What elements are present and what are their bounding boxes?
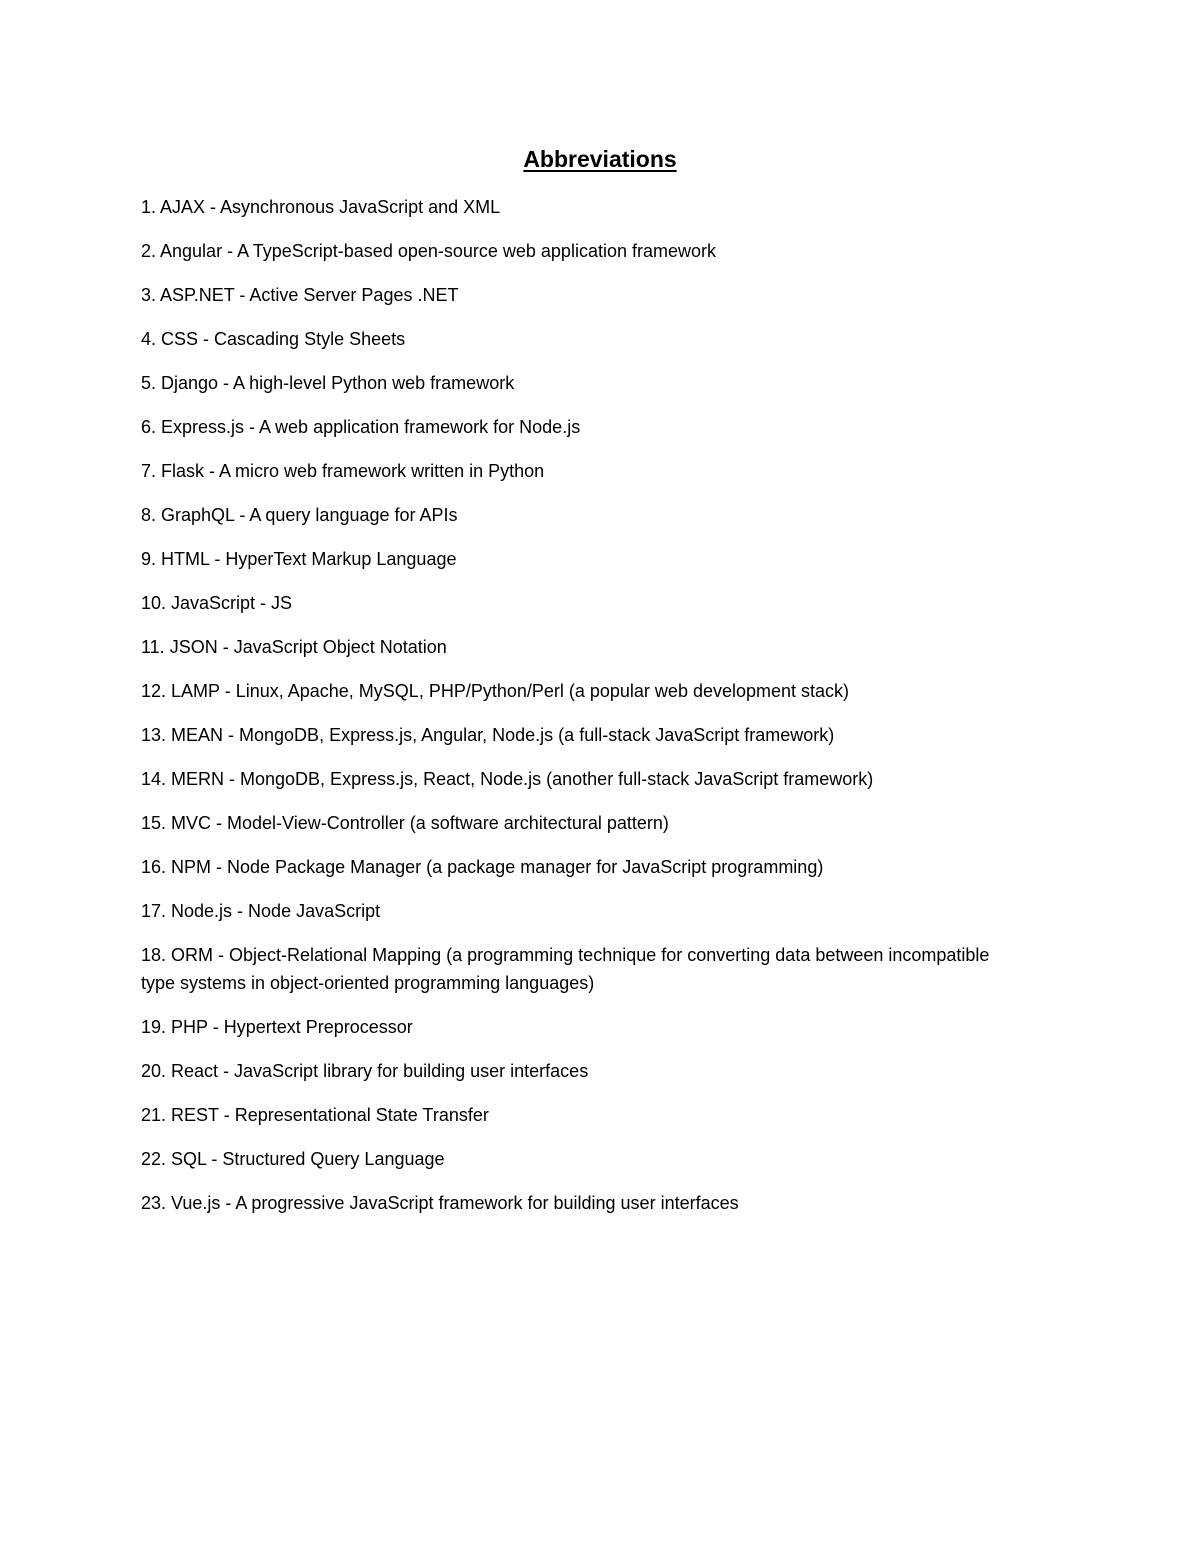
- list-item: 6. Express.js - A web application framework for Node.js: [141, 417, 581, 437]
- page-title: Abbreviations: [523, 146, 677, 172]
- list-item: 20. React - JavaScript library for building user interfaces: [141, 1061, 589, 1081]
- abbreviation-list: [141, 193, 1021, 1233]
- list-item: 13. MEAN - MongoDB, Express.js, Angular, Node.js (a full-stack JavaScript framework): [141, 725, 835, 745]
- list-item: 19. PHP - Hypertext Preprocessor: [141, 1017, 413, 1037]
- list-item: 2. Angular - A TypeScript-based open-source web application framework: [141, 241, 716, 261]
- list-item: 17. Node.js - Node JavaScript: [141, 901, 381, 921]
- list-item: 23. Vue.js - A progressive JavaScript framework for building user interfaces: [141, 1193, 739, 1213]
- list-item: 5. Django - A high-level Python web framework: [141, 373, 515, 393]
- list-item: 18. ORM - Object-Relational Mapping (a programming technique for converting data between incompatible type systems in object-oriented programming languages): [141, 945, 990, 993]
- list-item: 7. Flask - A micro web framework written in Python: [141, 461, 545, 481]
- list-item: 22. SQL - Structured Query Language: [141, 1149, 445, 1169]
- list-item: 12. LAMP - Linux, Apache, MySQL, PHP/Python/Perl (a popular web development stack): [141, 681, 850, 701]
- list-item: 11. JSON - JavaScript Object Notation: [141, 637, 447, 657]
- list-item: 16. NPM - Node Package Manager (a package manager for JavaScript programming): [141, 857, 824, 877]
- list-item: 3. ASP.NET - Active Server Pages .NET: [141, 285, 459, 305]
- list-item: 15. MVC - Model-View-Controller (a software architectural pattern): [141, 813, 669, 833]
- list-item: 1. AJAX - Asynchronous JavaScript and XML: [141, 197, 501, 217]
- list-item: 9. HTML - HyperText Markup Language: [141, 549, 457, 569]
- list-item: 21. REST - Representational State Transfer: [141, 1105, 489, 1125]
- list-item: 14. MERN - MongoDB, Express.js, React, Node.js (another full-stack JavaScript framework): [141, 769, 874, 789]
- list-item: 8. GraphQL - A query language for APIs: [141, 505, 458, 525]
- list-item: 4. CSS - Cascading Style Sheets: [141, 329, 406, 349]
- list-item: 10. JavaScript - JS: [141, 593, 293, 613]
